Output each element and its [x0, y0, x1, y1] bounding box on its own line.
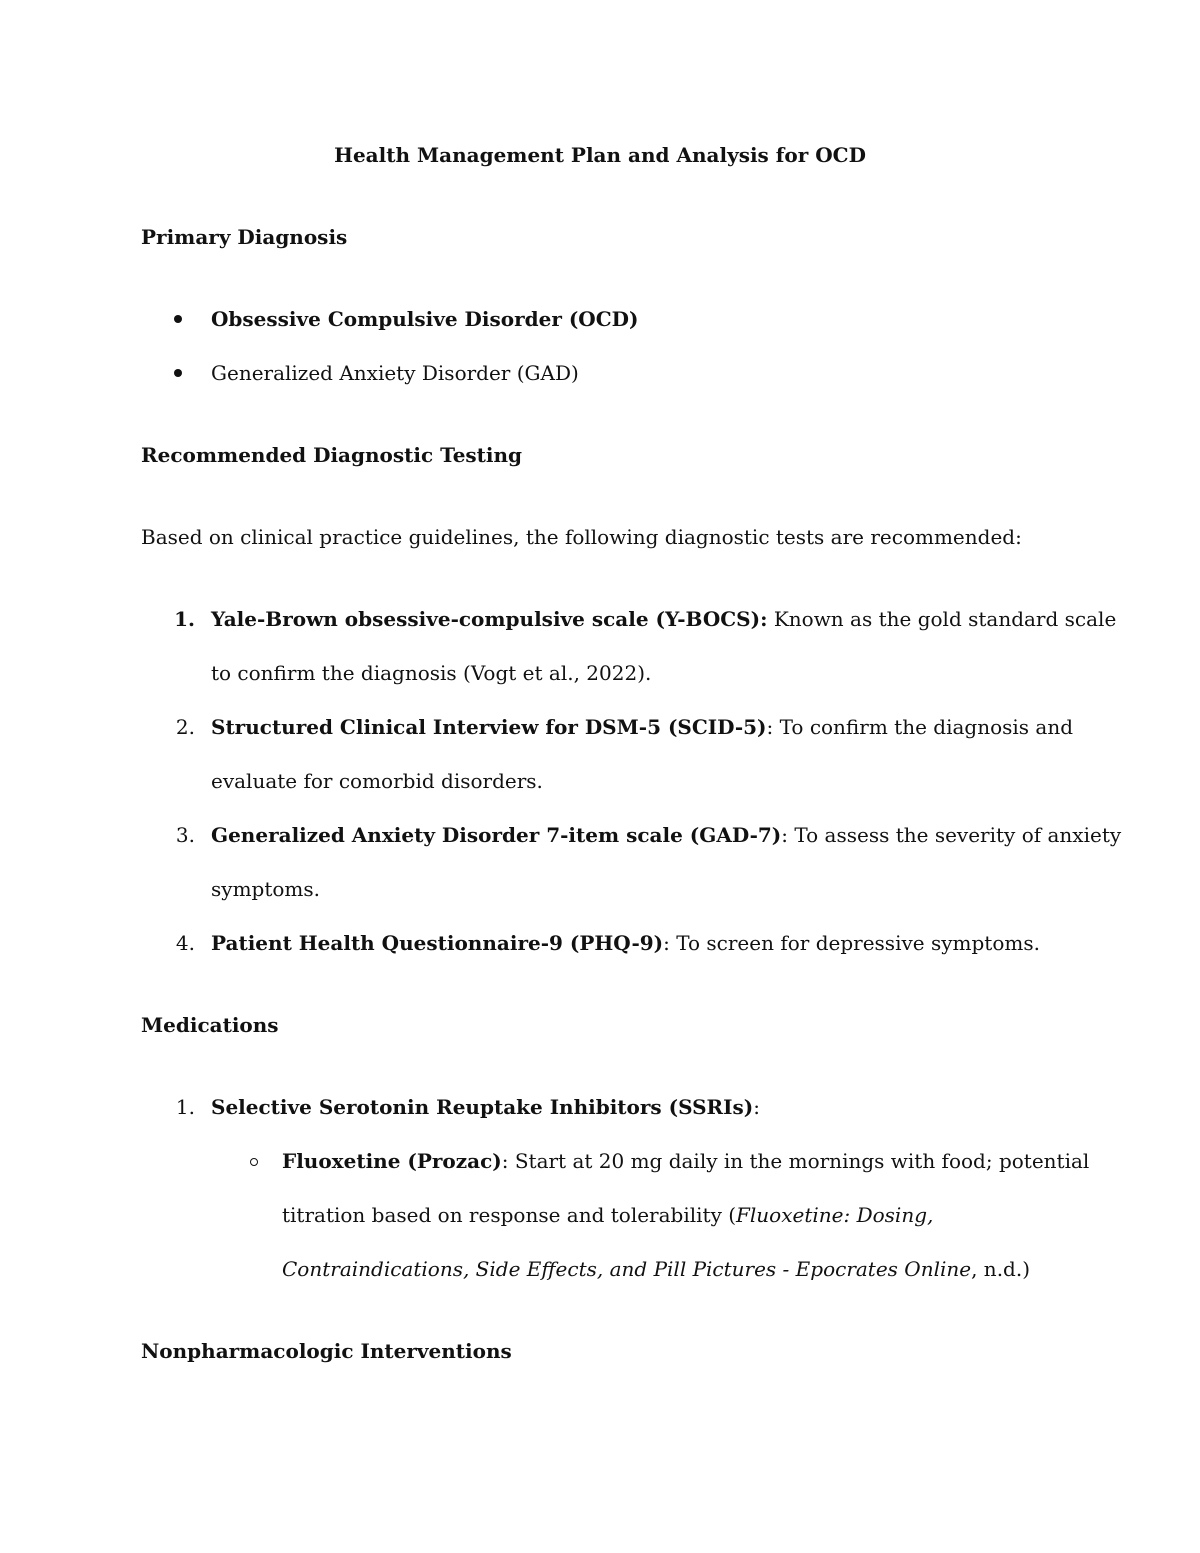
list-item	[211, 823, 1121, 847]
punctuation: :	[753, 1095, 761, 1119]
list-item	[211, 1095, 760, 1119]
list-number: 2.	[175, 715, 195, 739]
list-item-continuation: to confirm the diagnosis (Vogt et al., 2022).	[211, 661, 652, 685]
sublist-item-continuation	[282, 1203, 933, 1227]
citation-title: Contraindications, Side Effects, and Pill Pictures - Epocrates Online	[282, 1257, 972, 1281]
citation-date: , n.d.)	[971, 1257, 1031, 1281]
heading-diagnostic-testing: Recommended Diagnostic Testing	[141, 443, 523, 467]
medication-name: Fluoxetine (Prozac)	[282, 1149, 502, 1173]
test-desc: : To screen for depressive symptoms.	[663, 931, 1040, 955]
list-number: 1.	[175, 1095, 195, 1119]
test-term: Patient Health Questionnaire-9 (PHQ-9)	[211, 931, 664, 955]
test-desc: : To assess the severity of anxiety	[781, 823, 1122, 847]
list-item	[211, 931, 1040, 955]
list-number: 4.	[175, 931, 195, 955]
list-item	[211, 307, 638, 331]
list-number: 3.	[175, 823, 195, 847]
heading-medications: Medications	[141, 1013, 279, 1037]
citation-title: Fluoxetine: Dosing,	[736, 1203, 934, 1227]
bullet-disc-icon	[174, 369, 182, 377]
list-item-continuation: symptoms.	[211, 877, 320, 901]
diagnosis-ocd: Obsessive Compulsive Disorder (OCD)	[211, 307, 639, 331]
list-item: Generalized Anxiety Disorder (GAD)	[211, 361, 579, 385]
document-title: Health Management Plan and Analysis for OCD	[334, 143, 866, 167]
heading-nonpharmacologic: Nonpharmacologic Interventions	[141, 1339, 512, 1363]
test-desc: : To confirm the diagnosis and	[766, 715, 1074, 739]
test-desc: Known as the gold standard scale	[767, 607, 1117, 631]
sublist-item-continuation	[282, 1257, 1030, 1281]
test-term: Generalized Anxiety Disorder 7-item scale (GAD-7)	[211, 823, 782, 847]
list-number: 1.	[174, 607, 195, 631]
test-term: Structured Clinical Interview for DSM-5 (SCID-5)	[211, 715, 767, 739]
medication-desc: titration based on response and tolerability (	[282, 1203, 737, 1227]
list-item	[211, 607, 1116, 631]
list-item	[211, 715, 1073, 739]
medication-class: Selective Serotonin Reuptake Inhibitors (SSRIs)	[211, 1095, 754, 1119]
list-item-continuation: evaluate for comorbid disorders.	[211, 769, 543, 793]
test-term: Yale-Brown obsessive-compulsive scale (Y-BOCS):	[211, 607, 768, 631]
medication-desc: : Start at 20 mg daily in the mornings with food; potential	[501, 1149, 1090, 1173]
sublist-item	[282, 1149, 1089, 1173]
diagnostic-intro: Based on clinical practice guidelines, the following diagnostic tests are recommended:	[141, 525, 1022, 549]
bullet-circle-icon	[250, 1158, 258, 1166]
heading-primary-diagnosis: Primary Diagnosis	[141, 225, 348, 249]
bullet-disc-icon	[174, 315, 182, 323]
